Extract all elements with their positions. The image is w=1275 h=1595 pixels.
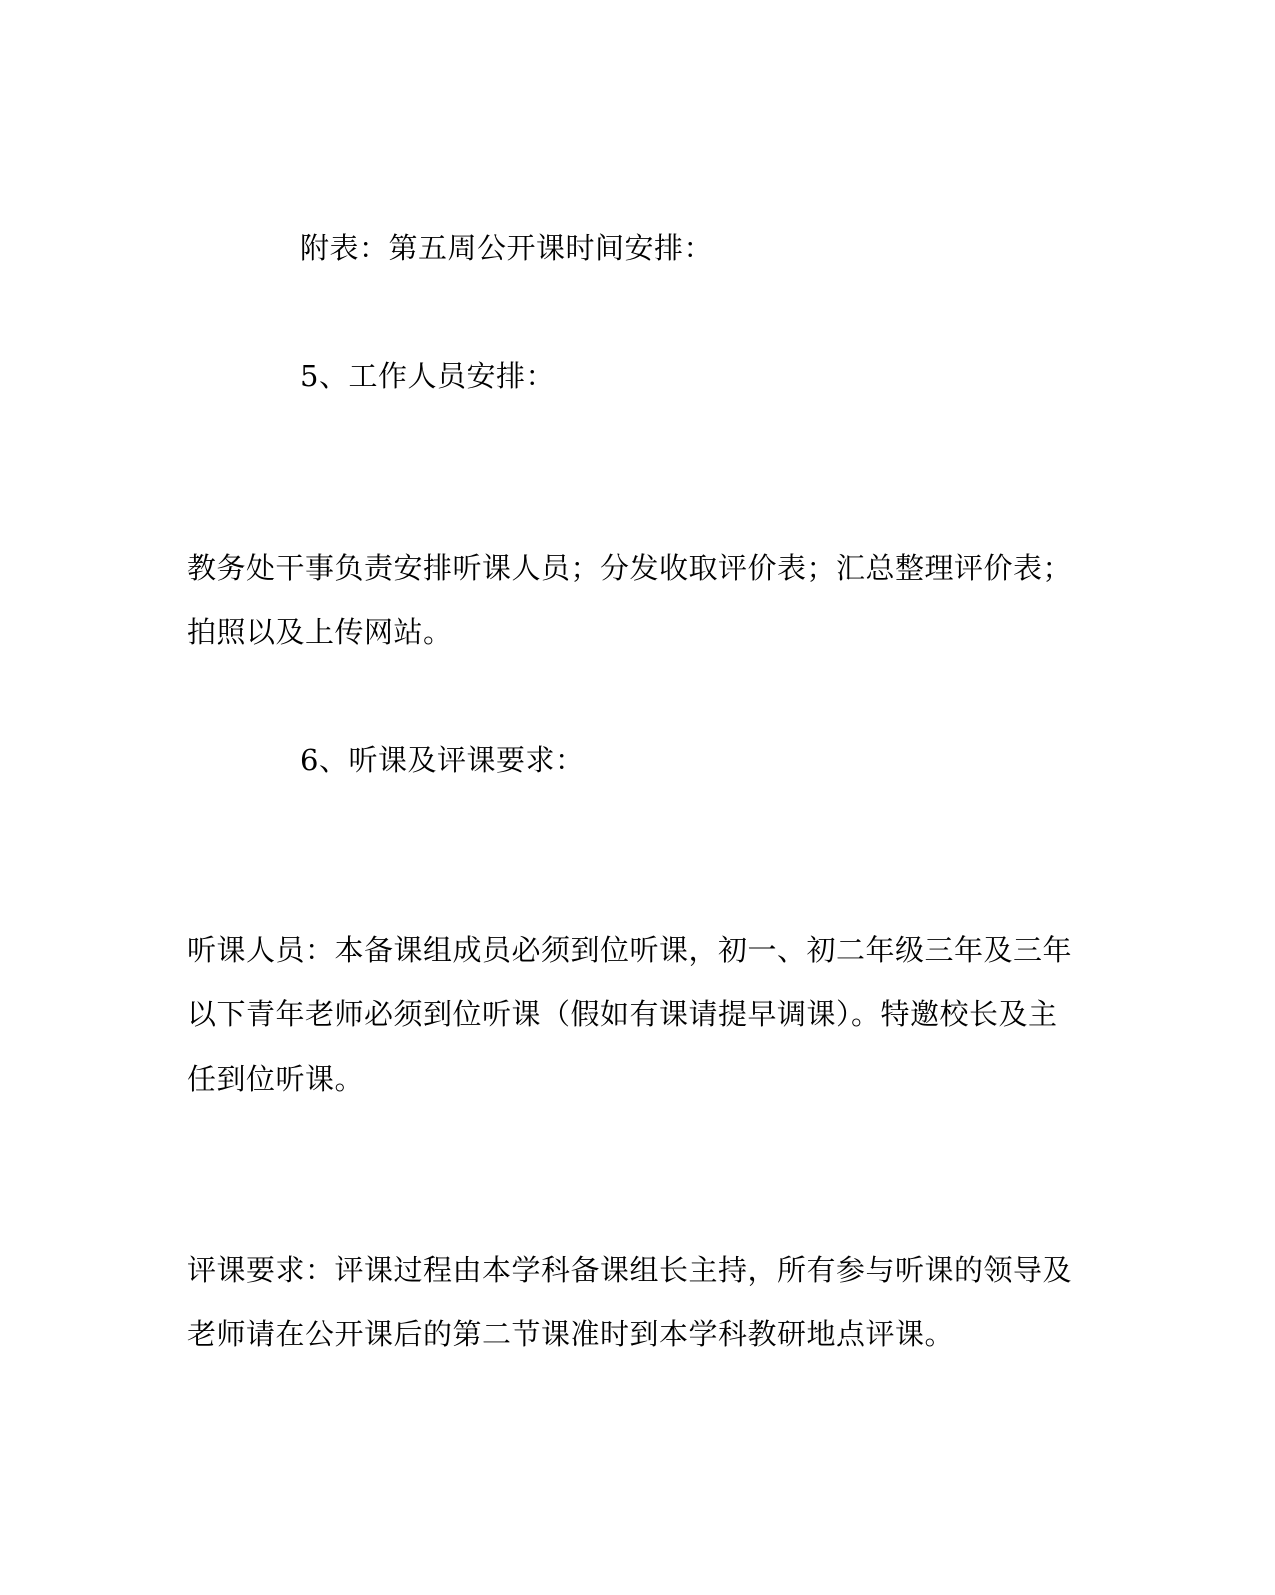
listeners-paragraph-line-1: 听课人员：本备课组成员必须到位听课，初一、初二年级三年及三年 <box>187 933 1073 967</box>
listeners-paragraph-line-3: 任到位听课。 <box>187 1062 365 1096</box>
listeners-paragraph-line-2: 以下青年老师必须到位听课（假如有课请提早调课）。特邀校长及主 <box>187 997 1058 1031</box>
review-paragraph-line-2: 老师请在公开课后的第二节课准时到本学科教研地点评课。 <box>187 1317 955 1351</box>
appendix-heading: 附表：第五周公开课时间安排： <box>300 231 714 265</box>
section-5-heading: 5、工作人员安排： <box>300 359 555 393</box>
section-6-heading: 6、听课及评课要求： <box>300 743 585 777</box>
review-paragraph-line-1: 评课要求：评课过程由本学科备课组长主持，所有参与听课的领导及 <box>187 1253 1073 1287</box>
section-5-paragraph-line-2: 拍照以及上传网站。 <box>187 615 453 649</box>
section-5-paragraph-line-1: 教务处干事负责安排听课人员；分发收取评价表；汇总整理评价表； <box>187 551 1073 585</box>
